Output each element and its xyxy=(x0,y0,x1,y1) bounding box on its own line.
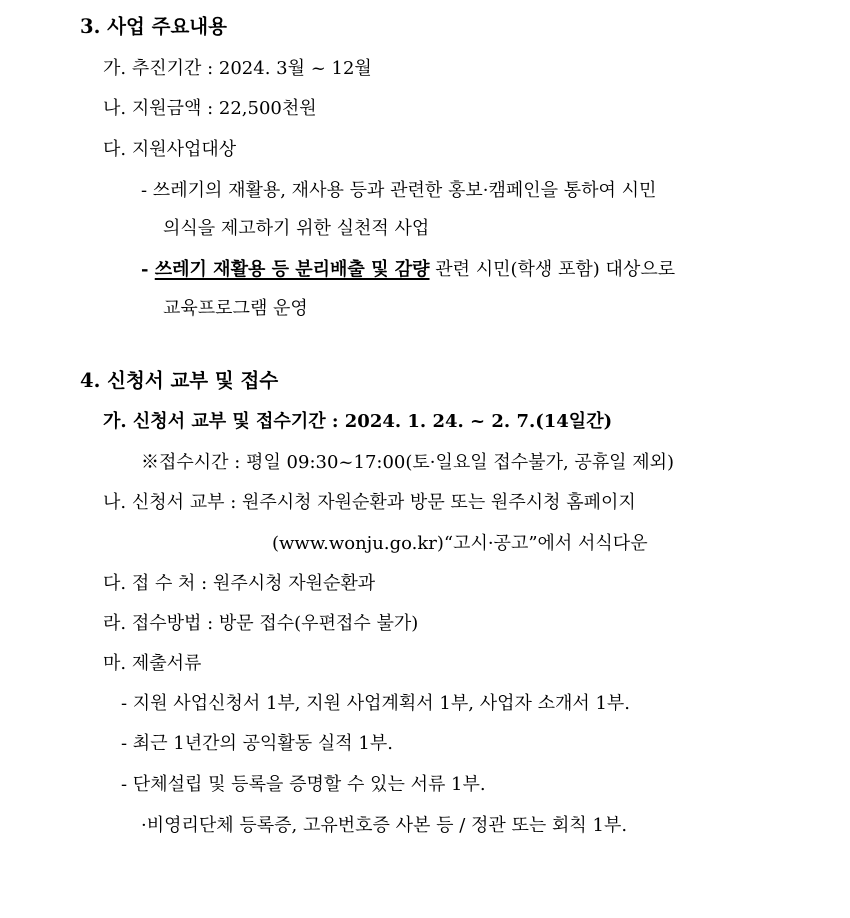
document-list-item: - 최근 1년간의 공익활동 실적 1부. xyxy=(121,733,393,754)
target-bullet-1-line-1: - 쓰레기의 재활용, 재사용 등과 관련한 홍보·캠페인을 통하여 시민 xyxy=(141,180,657,201)
reception-office-item: 다. 접 수 처 : 원주시청 자원순환과 xyxy=(103,573,376,594)
reception-method-item: 라. 접수방법 : 방문 접수(우편접수 불가) xyxy=(103,613,419,634)
document-sub-item: ·비영리단체 등록증, 고유번호증 사본 등 / 정관 또는 회칙 1부. xyxy=(141,815,628,836)
target-bullet-2-prefix: - xyxy=(141,259,155,280)
amount-item: 나. 지원금액 : 22,500천원 xyxy=(103,98,317,119)
application-period-item: 가. 신청서 교부 및 접수기간 : 2024. 1. 24. ~ 2. 7.(14일간) xyxy=(103,411,613,432)
document-list-item: - 지원 사업신청서 1부, 지원 사업계획서 1부, 사업자 소개서 1부. xyxy=(121,693,631,714)
section-4-heading: 4. 신청서 교부 및 접수 xyxy=(80,369,279,392)
target-bullet-2-rest: 관련 시민(학생 포함) 대상으로 xyxy=(429,259,676,280)
target-item: 다. 지원사업대상 xyxy=(103,139,237,160)
target-bullet-2-line-1 xyxy=(141,261,675,279)
target-bullet-2-line-2: 교육프로그램 운영 xyxy=(163,298,308,319)
target-bullet-2-emphasis: 쓰레기 재활용 등 분리배출 및 감량 xyxy=(154,259,430,280)
period-item: 가. 추진기간 : 2024. 3월 ~ 12월 xyxy=(103,58,372,79)
document-list-item: - 단체설립 및 등록을 증명할 수 있는 서류 1부. xyxy=(121,774,486,795)
target-bullet-1-line-2: 의식을 제고하기 위한 실천적 사업 xyxy=(163,218,430,239)
distribution-item-line-2: (www.wonju.go.kr)“고시·공고”에서 서식다운 xyxy=(272,533,648,554)
reception-hours-note: ※접수시간 : 평일 09:30~17:00(토·일요일 접수불가, 공휴일 제외) xyxy=(141,452,675,473)
required-documents-item: 마. 제출서류 xyxy=(103,653,202,674)
section-3-heading: 3. 사업 주요내용 xyxy=(80,15,227,38)
distribution-item-line-1: 나. 신청서 교부 : 원주시청 자원순환과 방문 또는 원주시청 홈페이지 xyxy=(103,492,636,513)
